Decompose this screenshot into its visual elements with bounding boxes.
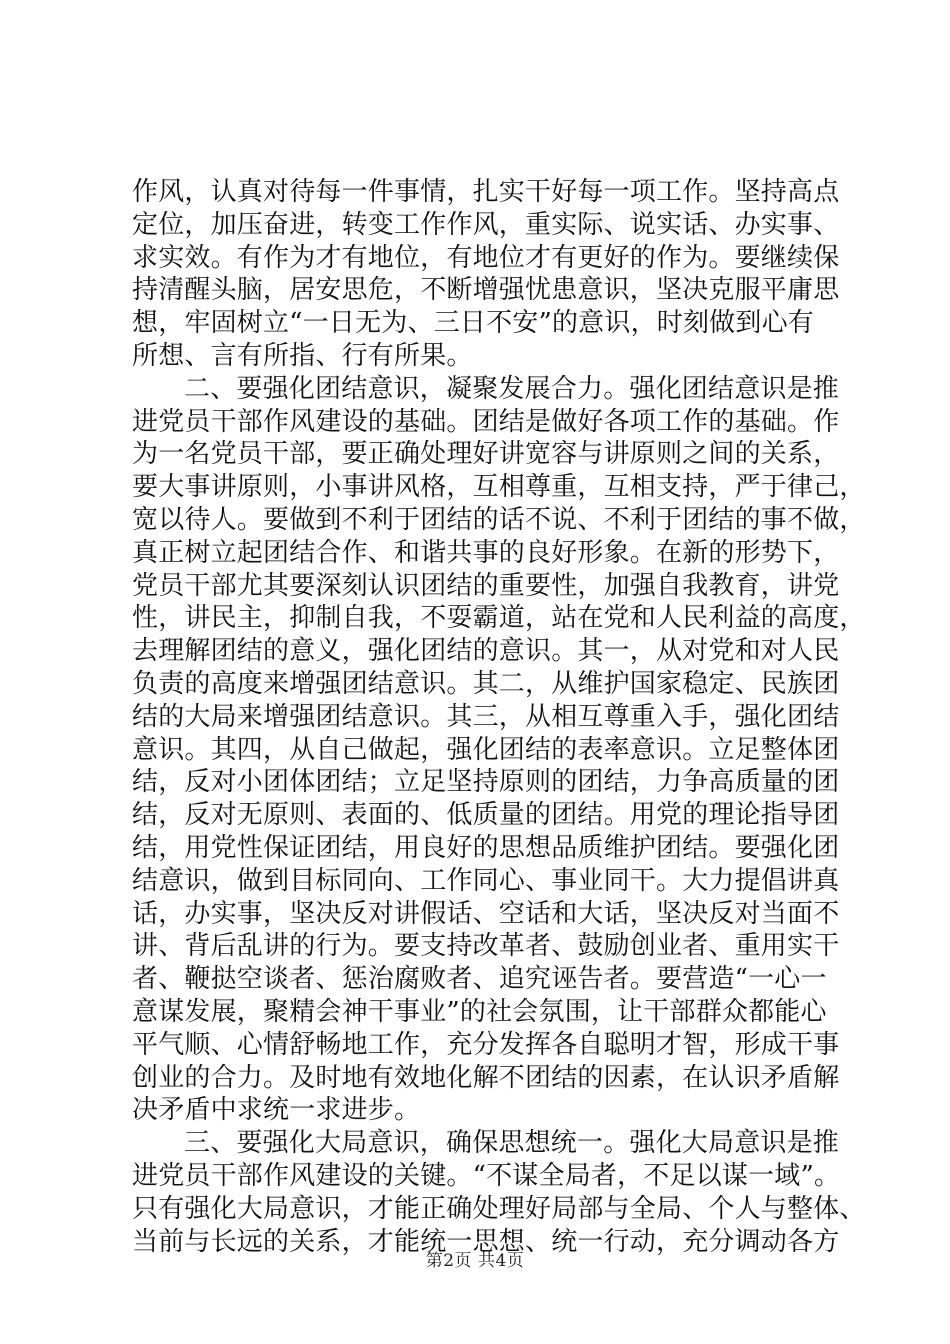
- text-line: 想，牢固树立“一日无为、三日不安”的意识，时刻做到心有: [132, 308, 814, 339]
- text-line: 话，办实事，坚决反对讲假话、空话和大话，坚决反对当面不: [132, 898, 840, 929]
- text-line: 结的大局来增强团结意识。其三，从相互尊重入手，强化团结: [132, 701, 840, 732]
- text-line: 求实效。有作为才有地位，有地位才有更好的作为。要继续保: [132, 242, 840, 273]
- text-line: 者、鞭挞空谈者、惩治腐败者、追究诬告者。要营造“一心一: [132, 964, 827, 995]
- text-line: 平气顺、心情舒畅地工作，充分发挥各自聪明才智，形成干事: [132, 1029, 840, 1060]
- paragraph-heading-line: 二、要强化团结意识，凝聚发展合力。强化团结意识是推: [184, 373, 840, 404]
- text-line: 定位，加压奋进，转变工作作风，重实际、说实话、办实事、: [132, 209, 840, 240]
- text-line: 性，讲民主，抑制自我，不耍霸道，站在党和人民利益的高度，: [132, 603, 866, 634]
- page-number-footer: 第2页 共4页: [425, 1251, 525, 1271]
- text-line: 决矛盾中求统一求进步。: [132, 1095, 421, 1126]
- paragraph-heading-line: 三、要强化大局意识，确保思想统一。强化大局意识是推: [184, 1128, 840, 1159]
- text-line: 进党员干部作风建设的基础。团结是做好各项工作的基础。作: [132, 406, 840, 437]
- text-line: 持清醒头脑，居安思危，不断增强忧患意识，坚决克服平庸思: [132, 275, 840, 306]
- text-line: 要大事讲原则，小事讲风格，互相尊重，互相支持，严于律己，: [132, 472, 866, 503]
- text-line: 作风，认真对待每一件事情，扎实干好每一项工作。坚持高点: [132, 177, 840, 207]
- text-line: 真正树立起团结合作、和谐共事的良好形象。在新的形势下，: [132, 537, 840, 568]
- text-line: 宽以待人。要做到不利于团结的话不说、不利于团结的事不做，: [132, 504, 866, 535]
- text-line: 结，反对无原则、表面的、低质量的团结。用党的理论指导团: [132, 800, 840, 831]
- text-line: 创业的合力。及时地有效地化解不团结的因素，在认识矛盾解: [132, 1062, 840, 1093]
- text-line: 讲、背后乱讲的行为。要支持改革者、鼓励创业者、重用实干: [132, 931, 840, 962]
- text-line: 结，用党性保证团结，用良好的思想品质维护团结。要强化团: [132, 832, 840, 863]
- text-line: 为一名党员干部，要正确处理好讲宽容与讲原则之间的关系，: [132, 439, 840, 470]
- text-line: 进党员干部作风建设的关键。“不谋全局者，不足以谋一域”。: [132, 1160, 841, 1191]
- text-line: 去理解团结的意义，强化团结的意识。其一，从对党和对人民: [132, 636, 840, 667]
- text-line: 当前与长远的关系，才能统一思想、统一行动，充分调动各方: [132, 1226, 840, 1257]
- body-text: [132, 176, 866, 1258]
- text-line: 意识。其四，从自己做起，强化团结的表率意识。立足整体团: [132, 734, 840, 765]
- text-line: 意谋发展，聚精会神干事业”的社会氛围，让干部群众都能心: [132, 996, 827, 1027]
- text-line: 结，反对小团体团结；立足坚持原则的团结，力争高质量的团: [132, 767, 840, 798]
- text-line: 所想、言有所指、行有所果。: [132, 340, 473, 371]
- text-line: 负责的高度来增强团结意识。其二，从维护国家稳定、民族团: [132, 668, 840, 699]
- text-line: 结意识，做到目标同向、工作同心、事业同干。大力提倡讲真: [132, 865, 840, 896]
- text-line: 只有强化大局意识，才能正确处理好局部与全局、个人与整体、: [132, 1193, 866, 1224]
- text-line: 党员干部尤其要深刻认识团结的重要性，加强自我教育，讲党: [132, 570, 840, 601]
